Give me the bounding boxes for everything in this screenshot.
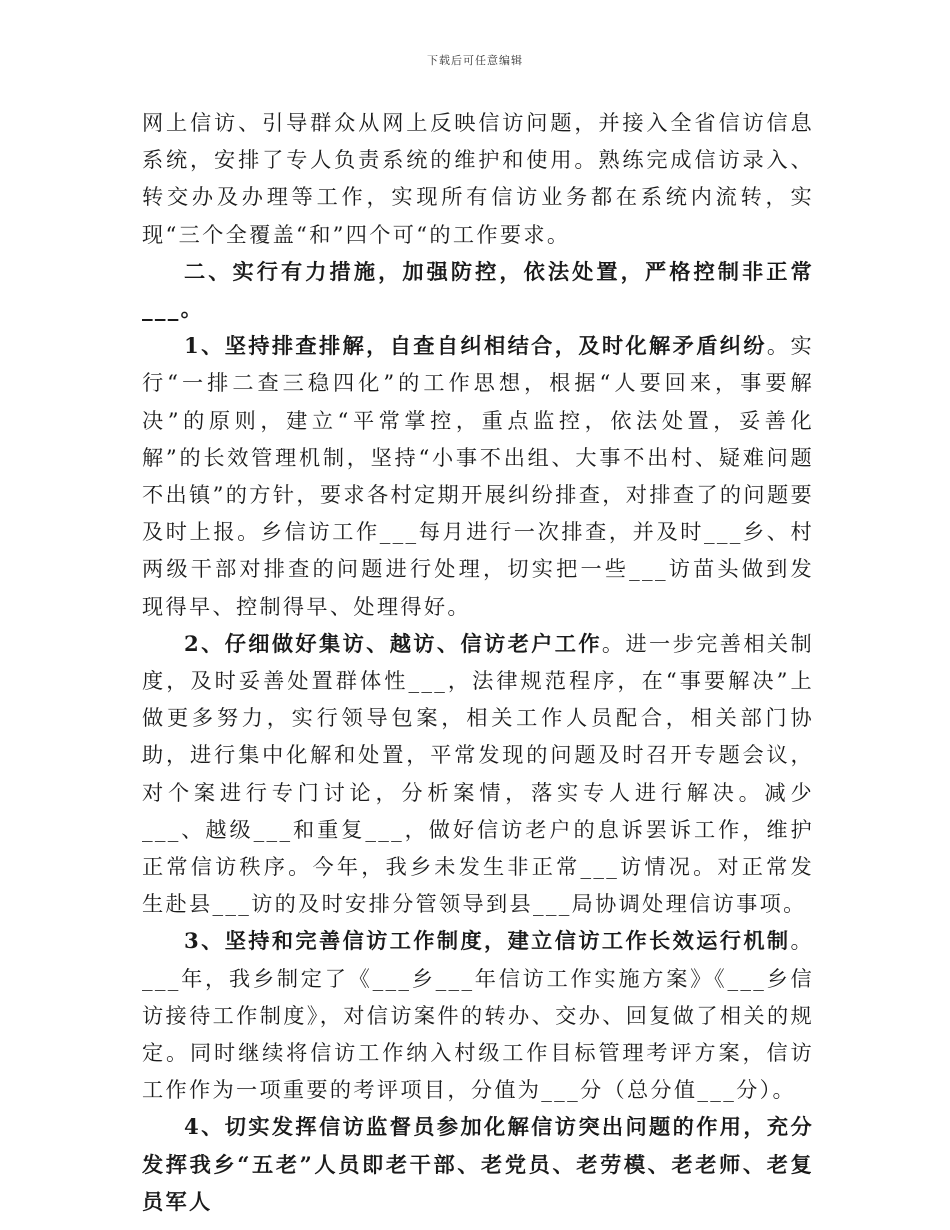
document-body xyxy=(142,104,814,1220)
paragraph-continuation xyxy=(142,104,814,253)
section-heading xyxy=(142,253,814,327)
paragraph-lead: 4、切实发挥信访监督员参加化解信访突出问题的作用，充分发挥我乡“五老”人员即老干部、老党员、老劳模、老老师、老复员军人 xyxy=(142,1114,814,1214)
paragraph-item-3 xyxy=(142,922,814,1108)
paragraph-text: 。进一步完善相关制度，及时妥善处置群体性___，法律规范程序，在“事要解决”上做更多努力，实行领导包案，相关工作人员配合，相关部门协助，进行集中化解和处置，平常发现的问题及时召开专题会议，对个案进行专门讨论，分析案情，落实专人进行解决。减少___、越级___和重复___，做好信访老户的息诉罢诉工作，维护正常信访秩序。今年，我乡未发生非正常___访情况。对正常发生赴县___访的及时安排分管领导到县___局协调处理信访事项。 xyxy=(142,630,814,917)
paragraph-lead: 2、仔细做好集访、越访、信访老户工作 xyxy=(184,630,602,656)
section-heading-text: 二、实行有力措施，加强防控，依法处置，严格控制非正常___。 xyxy=(142,258,814,322)
page-header: 下载后可任意编辑 xyxy=(427,54,523,67)
paragraph-lead: 3、坚持和完善信访工作制度，建立信访工作长效运行机制 xyxy=(184,928,791,954)
paragraph-item-4 xyxy=(142,1108,814,1220)
paragraph-text: 。实行“一排二查三稳四化”的工作思想，根据“人要回来，事要解决”的原则，建立“平常掌控，重点监控，依法处置，妥善化解”的长效管理机制，坚持“小事不出组、大事不出村、疑难问题不出镇”的方针，要求各村定期开展纠纷排查，对排查了的问题要及时上报。乡信访工作___每月进行一次排查，并及时___乡、村两级干部对排查的问题进行处理，切实把一些___访苗头做到发现得早、控制得早、处理得好。 xyxy=(142,333,814,619)
paragraph-item-2 xyxy=(142,625,814,923)
paragraph-item-1 xyxy=(142,327,814,625)
paragraph-text: 网上信访、引导群众从网上反映信访问题，并接入全省信访信息系统，安排了专人负责系统的维护和使用。熟练完成信访录入、转交办及办理等工作，实现所有信访业务都在系统内流转，实现“三个全覆盖“和”四个可“的工作要求。 xyxy=(142,110,814,247)
paragraph-lead: 1、坚持排查排解，自查自纠相结合，及时化解矛盾纠纷 xyxy=(184,333,767,359)
paragraph-text: 。___年，我乡制定了《___乡___年信访工作实施方案》《___乡信访接待工作制度》，对信访案件的转办、交办、回复做了相关的规定。同时继续将信访工作纳入村级工作目标管理考评方案，信访工作作为一项重要的考评项目，分值为___分（总分值___分）。 xyxy=(142,928,814,1103)
